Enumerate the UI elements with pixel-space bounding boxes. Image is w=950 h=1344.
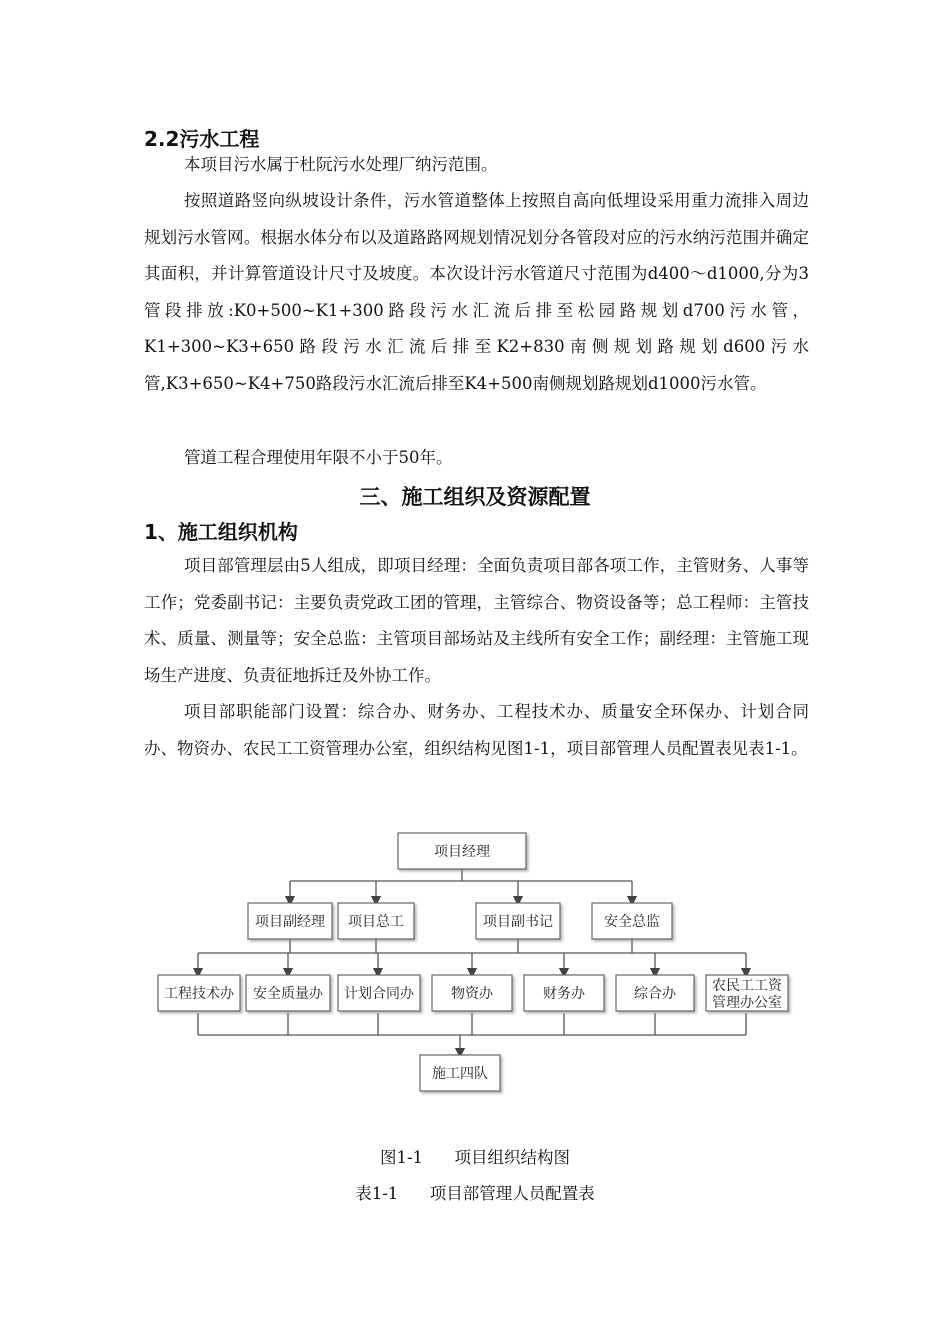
org-box-level2-0 <box>248 903 332 939</box>
org-box-label: 农民工工资 <box>712 978 782 994</box>
org-box-level3-4 <box>524 975 604 1011</box>
org-box-level2-3 <box>592 903 672 939</box>
org-box-label: 安全质量办 <box>253 986 323 1002</box>
section-heading-2-2: 2.2污水工程 <box>144 127 260 151</box>
org-box-label: 项目副书记 <box>483 914 553 930</box>
org-box-label: 项目副经理 <box>255 914 325 930</box>
subsection-heading-org: 1、施工组织机构 <box>144 520 298 544</box>
org-box-level3-6 <box>706 975 788 1011</box>
org-box-label: 综合办 <box>634 986 676 1002</box>
org-box-label: 财务办 <box>543 986 585 1002</box>
org-box-level3-3 <box>432 975 512 1011</box>
connectors-top <box>290 869 632 901</box>
org-box-bottom <box>420 1055 500 1091</box>
org-box-label: 工程技术办 <box>164 986 234 1002</box>
paragraph-sewage-scope: 本项目污水属于杜阮污水处理厂纳污范围。 <box>184 155 498 174</box>
org-box-level2-1 <box>338 903 414 939</box>
section-heading-3: 三、施工组织及资源配置 <box>359 485 591 509</box>
paragraph-sewage-design: 按照道路竖向纵坡设计条件，污水管道整体上按照自高向低埋设采用重力流排入周边规划污水管网。根据水体分布以及道路路网规划情况划分各管段对应的污水纳污范围并确定其面积，并计算管道设计尺寸及坡度。本次设计污水管道尺寸范围为d400～d1000,分为3管段排放:K0+500~K1+300路段污水汇流后排至松园路规划d700污水管，K1+300~K3+650路段污水汇流后排至K2+830南侧规划路规划d600污水管,K3+650~K4+750路段污水汇流后排至K4+500南侧规划路规划d1000污水管。 <box>144 191 809 393</box>
org-box-label: 计划合同办 <box>344 986 414 1002</box>
org-box-label: 管理办公室 <box>712 995 782 1011</box>
connectors-bottom <box>198 1013 746 1053</box>
org-box-bottom-label: 施工四队 <box>432 1066 488 1082</box>
org-box-label: 安全总监 <box>604 914 660 930</box>
org-chart <box>150 825 800 1100</box>
figure-caption: 图1-1 项目组织结构图 <box>379 1148 571 1167</box>
org-box-label: 项目总工 <box>348 914 404 930</box>
org-box-level3-2 <box>338 975 420 1011</box>
org-box-label: 物资办 <box>451 986 493 1002</box>
org-box-level3-5 <box>616 975 694 1011</box>
org-box-top-label: 项目经理 <box>434 844 490 860</box>
paragraph-management: 项目部管理层由5人组成，即项目经理：全面负责项目部各项工作，主管财务、人事等工作；党委副书记：主要负责党政工团的管理，主管综合、物资设备等；总工程师：主管技术、质量、测量等；安全总监：主管项目部场站及主线所有安全工作；副经理：主管施工现场生产进度、负责征地拆迁及外协工作。 <box>144 556 809 685</box>
org-box-top <box>398 833 526 869</box>
table-caption: 表1-1 项目部管理人员配置表 <box>355 1184 595 1203</box>
paragraph-departments: 项目部职能部门设置：综合办、财务办、工程技术办、质量安全环保办、计划合同办、物资办、农民工工资管理办公室，组织结构见图1-1，项目部管理人员配置表见表1-1。 <box>144 702 809 758</box>
org-box-level2-2 <box>476 903 560 939</box>
paragraph-service-life: 管道工程合理使用年限不小于50年。 <box>184 448 453 467</box>
org-box-level3-0 <box>158 975 240 1011</box>
connectors-middle <box>198 939 746 973</box>
org-box-level3-1 <box>246 975 330 1011</box>
